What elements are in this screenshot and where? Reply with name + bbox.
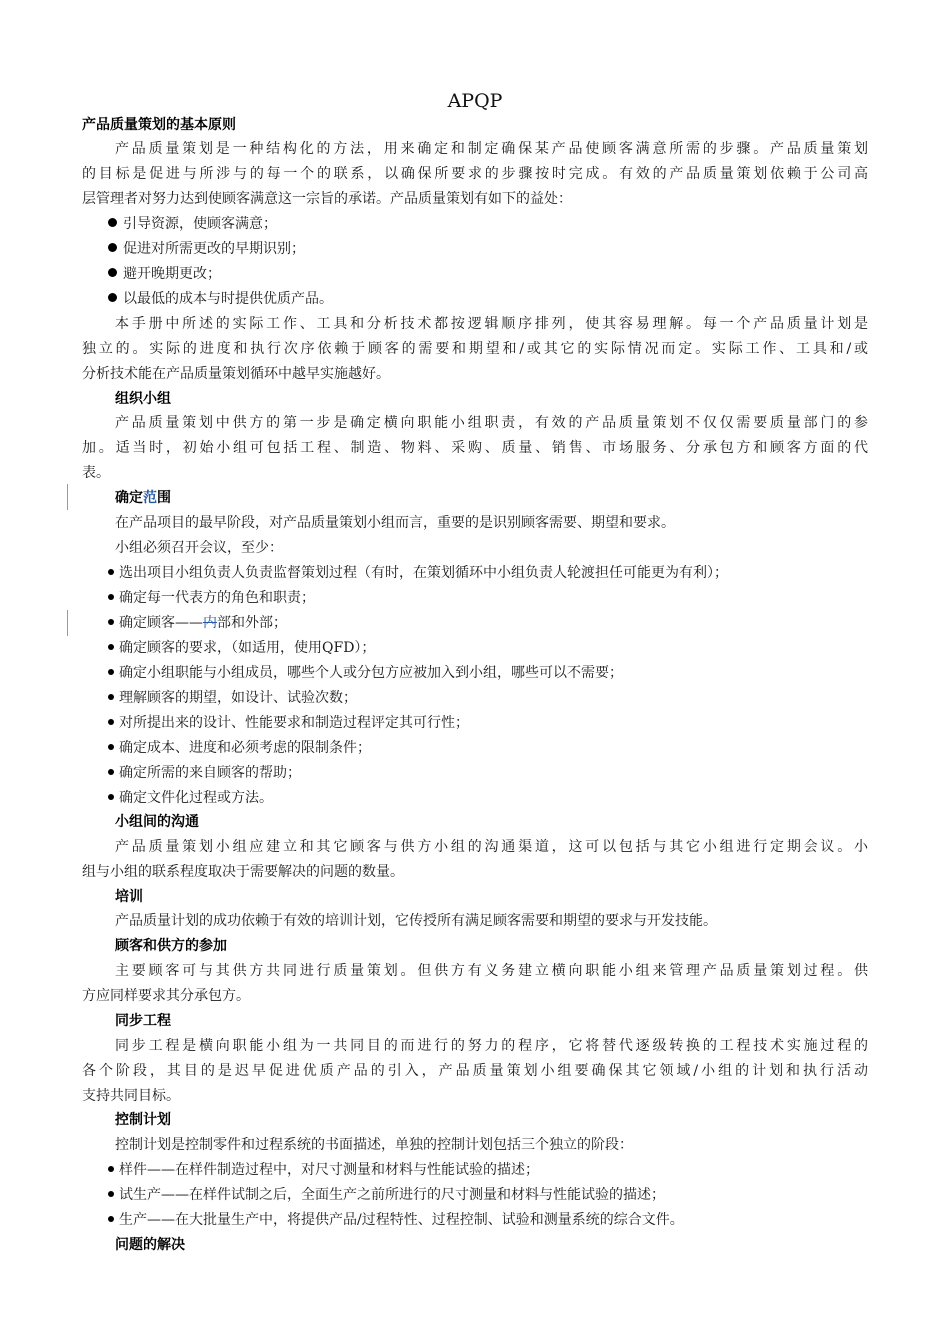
bullet-icon	[108, 293, 117, 302]
section-heading-control-plan: 控制计划	[115, 1112, 171, 1128]
list-item: 试生产——在样件试制之后，全面生产之前所进行的尺寸测量和材料与性能试验的描述；	[108, 1185, 665, 1205]
list-item: 避开晚期更改；	[108, 264, 221, 284]
paragraph-line: 的目标是促进与所涉与的每一个的联系，以确保所要求的步骤按时完成。有效的产品质量策划依赖于公司高	[82, 166, 868, 182]
bullet-icon	[108, 268, 117, 277]
bullet-icon	[108, 619, 114, 625]
section-heading-communication: 小组间的沟通	[115, 814, 199, 830]
paragraph-line: 组与小组的联系程度取决于需要解决的问题的数量。	[82, 864, 404, 880]
section-heading-participation: 顾客和供方的参加	[115, 938, 227, 954]
change-bar	[67, 610, 68, 636]
list-item: 生产——在大批量生产中，将提供产品/过程特性、过程控制、试验和测量系统的综合文件。	[108, 1210, 684, 1230]
bullet-icon	[108, 1166, 114, 1172]
list-item: 确定成本、进度和必须考虑的限制条件；	[108, 738, 371, 758]
list-item: 促进对所需更改的早期识别；	[108, 239, 305, 259]
paragraph-line: 产品质量计划的成功依赖于有效的培训计划，它传授所有满足顾客需要和期望的要求与开发技能。	[115, 913, 717, 929]
bullet-icon	[108, 243, 117, 252]
list-item: 对所提出来的设计、性能要求和制造过程评定其可行性；	[108, 713, 469, 733]
paragraph-line: 小组必须召开会议，至少：	[115, 540, 283, 556]
list-item: 引导资源，使顾客满意；	[108, 214, 277, 234]
bullet-icon	[108, 644, 114, 650]
list-item: 理解顾客的期望，如设计、试验次数；	[108, 688, 357, 708]
bullet-icon	[108, 669, 114, 675]
list-item: 确定小组职能与小组成员，哪些个人或分包方应被加入到小组，哪些可以不需要；	[108, 663, 623, 683]
section-heading-problem-solving: 问题的解决	[115, 1237, 185, 1253]
list-item: 确定所需的来自顾客的帮助；	[108, 763, 301, 783]
section-heading-scope: 确定范围	[115, 490, 171, 506]
paragraph-line: 表。	[82, 465, 110, 481]
paragraph-line: 支持共同目标。	[82, 1088, 180, 1104]
paragraph-line: 各个阶段，其目的是迟早促进优质产品的引入，产品质量策划小组要确保其它领域/小组的计划和执行活动	[82, 1063, 868, 1079]
paragraph-line: 本手册中所述的实际工作、工具和分析技术都按逻辑顺序排列，使其容易理解。每一个产品质量计划是	[115, 316, 868, 332]
paragraph-line: 产品质量策划小组应建立和其它顾客与供方小组的沟通渠道，这可以包括与其它小组进行定期会议。小	[115, 839, 868, 855]
list-item: 确定文件化过程或方法。	[108, 788, 273, 808]
bullet-icon	[108, 1191, 114, 1197]
paragraph-line: 同步工程是横向职能小组为一共同目的而进行的努力的程序，它将替代逐级转换的工程技术实施过程的	[115, 1038, 868, 1054]
bullet-icon	[108, 744, 114, 750]
bullet-icon	[108, 594, 114, 600]
paragraph-line: 分析技术能在产品质量策划循环中越早实施越好。	[82, 366, 390, 382]
list-item: 样件——在样件制造过程中，对尺寸测量和材料与性能试验的描述；	[108, 1160, 539, 1180]
bullet-icon	[108, 218, 117, 227]
paragraph-line: 在产品项目的最早阶段，对产品质量策划小组而言，重要的是识别顾客需要、期望和要求。	[115, 515, 675, 531]
bullet-icon	[108, 794, 114, 800]
paragraph-line: 控制计划是控制零件和过程系统的书面描述，单独的控制计划包括三个独立的阶段：	[115, 1137, 633, 1153]
bullet-icon	[108, 719, 114, 725]
list-item: 以最低的成本与时提供优质产品。	[108, 289, 333, 309]
paragraph-line: 独立的。实际的进度和执行次序依赖于顾客的需要和期望和/或其它的实际情况而定。实际工作、工具和/或	[82, 341, 868, 357]
bullet-icon	[108, 694, 114, 700]
paragraph-line: 产品质量策划是一种结构化的方法，用来确定和制定确保某产品使顾客满意所需的步骤。产品质量策划	[115, 141, 868, 157]
paragraph-line: 方应同样要求其分承包方。	[82, 988, 250, 1004]
section-heading-principles: 产品质量策划的基本原则	[82, 117, 236, 133]
list-item: 选出项目小组负责人负责监督策划过程（有时，在策划循环中小组负责人轮渡担任可能更为有利）；	[108, 563, 728, 583]
list-item: 确定顾客——内部和外部；	[108, 613, 287, 633]
list-item: 确定顾客的要求，（如适用，使用QFD）；	[108, 638, 375, 658]
paragraph-line: 加。适当时，初始小组可包括工程、制造、物料、采购、质量、销售、市场服务、分承包方和顾客方面的代	[82, 440, 868, 456]
bullet-icon	[108, 569, 114, 575]
section-heading-concurrent-engineering: 同步工程	[115, 1013, 171, 1029]
paragraph-line: 层管理者对努力达到使顾客满意这一宗旨的承诺。产品质量策划有如下的益处：	[82, 191, 572, 207]
section-heading-team: 组织小组	[115, 391, 171, 407]
bullet-icon	[108, 769, 114, 775]
bullet-icon	[108, 1216, 114, 1222]
paragraph-line: 主要顾客可与其供方共同进行质量策划。但供方有义务建立横向职能小组来管理产品质量策划过程。供	[115, 963, 868, 979]
list-item: 确定每一代表方的角色和职责；	[108, 588, 315, 608]
document-title: APQP	[447, 90, 503, 112]
change-bar	[67, 484, 68, 510]
paragraph-line: 产品质量策划中供方的第一步是确定横向职能小组职责，有效的产品质量策划不仅仅需要质量部门的参	[115, 415, 868, 431]
section-heading-training: 培训	[115, 889, 143, 905]
